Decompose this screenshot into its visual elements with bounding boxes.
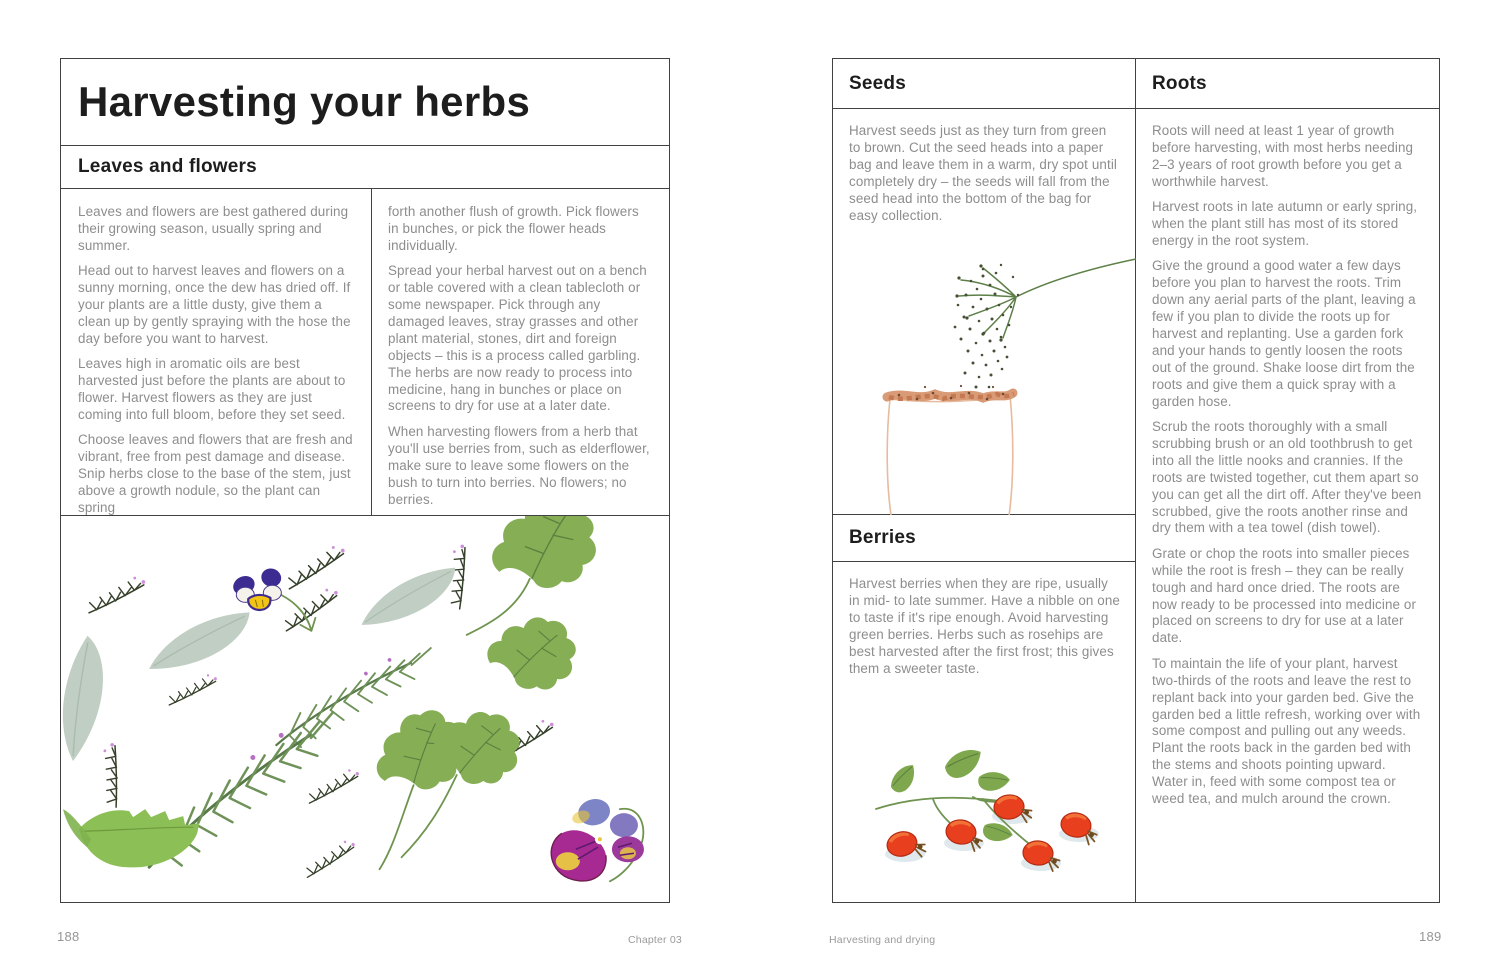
berries-heading: Berries — [849, 527, 916, 548]
paragraph: Spread your herbal harvest out on a bench or table covered with a clean tablecloth or some newspaper. Pick through any damaged leaves, stray grasses and other plant material, stones, dirt and foreign objects – this is a process called garbling. The herbs are now ready to process into medicine, hang in bunches or place on screens to dry for use at a later date. — [388, 263, 647, 414]
paragraph: Harvest roots in late autumn or early spring, when the plant still has most of its stored energy in the root system. — [1152, 199, 1418, 248]
paragraph: Roots will need at least 1 year of growth before harvesting, with most herbs needing 2–3 years of root growth before you get a worthwhile harvest. — [1152, 123, 1414, 189]
berries-heading-row — [833, 515, 1135, 562]
paragraph: When harvesting flowers from a herb that you'll use berries from, such as elderflower, make sure to leave some flowers on the bush to turn into berries. No flowers; no berries. — [388, 423, 650, 507]
paragraph: Harvest berries when they are ripe, usually in mid- to late summer. Have a nibble on one to taste if it's ripe enough. Avoid harvesting green berries. Herbs such as rosehips are best harvested after the first frost; this gives them a sweeter taste. — [849, 576, 1120, 676]
right-page-right-column — [1136, 59, 1439, 902]
paragraph: Leaves and flowers are best gathered during their growing season, usually spring and summer. — [78, 204, 349, 253]
text-column-1 — [61, 189, 372, 515]
title-row — [61, 59, 669, 146]
paragraph: Leaves high in aromatic oils are best harvested just before the plants are about to flower. Harvest flowers as they are just coming into full bloom, before they set seed. — [78, 356, 346, 422]
paragraph: To maintain the life of your plant, harvest two-thirds of the roots and leave the rest to replant back into your garden bed. Give the garden bed a little refresh, working over with some compost and pulling out any weeds. Plant the roots back in the garden bed with the stems and shoots pointing upward. Water in, feed with some compost tea or weed tea, and mulch around the crown. — [1152, 655, 1421, 807]
right-page-left-column — [833, 59, 1136, 902]
paragraph: Scrub the roots thoroughly with a small scrubbing brush or an old toothbrush to get into all the little nooks and crannies. If the roots are twisted together, cut them apart so you can get all the dirt off. After they've been scrubbed, give the roots another rinse and dry them with a tea towel (dish towel). — [1152, 419, 1422, 536]
berries-body — [833, 562, 1135, 902]
falling-seeds — [954, 264, 1020, 389]
section-heading-row — [61, 146, 669, 189]
paragraph: Harvest seeds just as they turn from green to brown. Cut the seed heads into a paper bag and leave them in a warm, dry spot until completely dry – the seeds will fall from the seed head into the bottom of the bag for easy collection. — [849, 123, 1118, 223]
chapter-label: Chapter 03 — [628, 934, 682, 946]
seed-bag-illustration — [833, 237, 1136, 515]
herbs-illustration-panel — [61, 516, 669, 902]
seeds-body — [833, 109, 1135, 515]
right-page-number: 189 — [1419, 929, 1442, 944]
running-title: Harvesting and drying — [829, 934, 936, 946]
text-column-2 — [372, 189, 669, 515]
seeds-heading: Seeds — [849, 72, 906, 94]
rosehips-illustration — [833, 737, 1136, 904]
leaves-flowers-text — [61, 189, 669, 516]
paragraph: Grate or chop the roots into smaller pieces while the root is fresh – they can be really tough and hard once dried. The roots are now ready to be processed into medicine or placed on screens to dry for use at a later date. — [1152, 545, 1417, 646]
roots-heading: Roots — [1152, 72, 1207, 94]
left-page-number: 188 — [57, 929, 80, 944]
right-page — [832, 58, 1440, 903]
paragraph: forth another flush of growth. Pick flowers in bunches, or pick the flower heads individually. — [388, 204, 639, 253]
paragraph: Choose leaves and flowers that are fresh and vibrant, free from pest damage and disease. Snip herbs close to the base of the stem, just above a growth nodule, so the plant can spring — [78, 432, 353, 515]
seeds-heading-row — [833, 59, 1135, 109]
roots-body — [1136, 109, 1439, 902]
herbs-illustration — [61, 516, 669, 902]
roots-heading-row — [1136, 59, 1439, 109]
paragraph: Give the ground a good water a few days before you plan to harvest the roots. Trim down any aerial parts of the plant, leaving a few if you plan to divide the roots up for harvest and replanting. Use a garden fork and your hands to gently loosen the roots out of the ground. Shake loose dirt from the roots and give them a quick spray with a garden hose. — [1152, 258, 1416, 409]
page-title: Harvesting your herbs — [78, 78, 531, 125]
paragraph: Head out to harvest leaves and flowers on a sunny morning, once the dew has dried off. If your plants are a little dusty, give them a clean up by gently spraying with the hose the day before you want to harvest. — [78, 263, 351, 346]
section-heading: Leaves and flowers — [78, 156, 257, 177]
left-page — [60, 58, 670, 903]
